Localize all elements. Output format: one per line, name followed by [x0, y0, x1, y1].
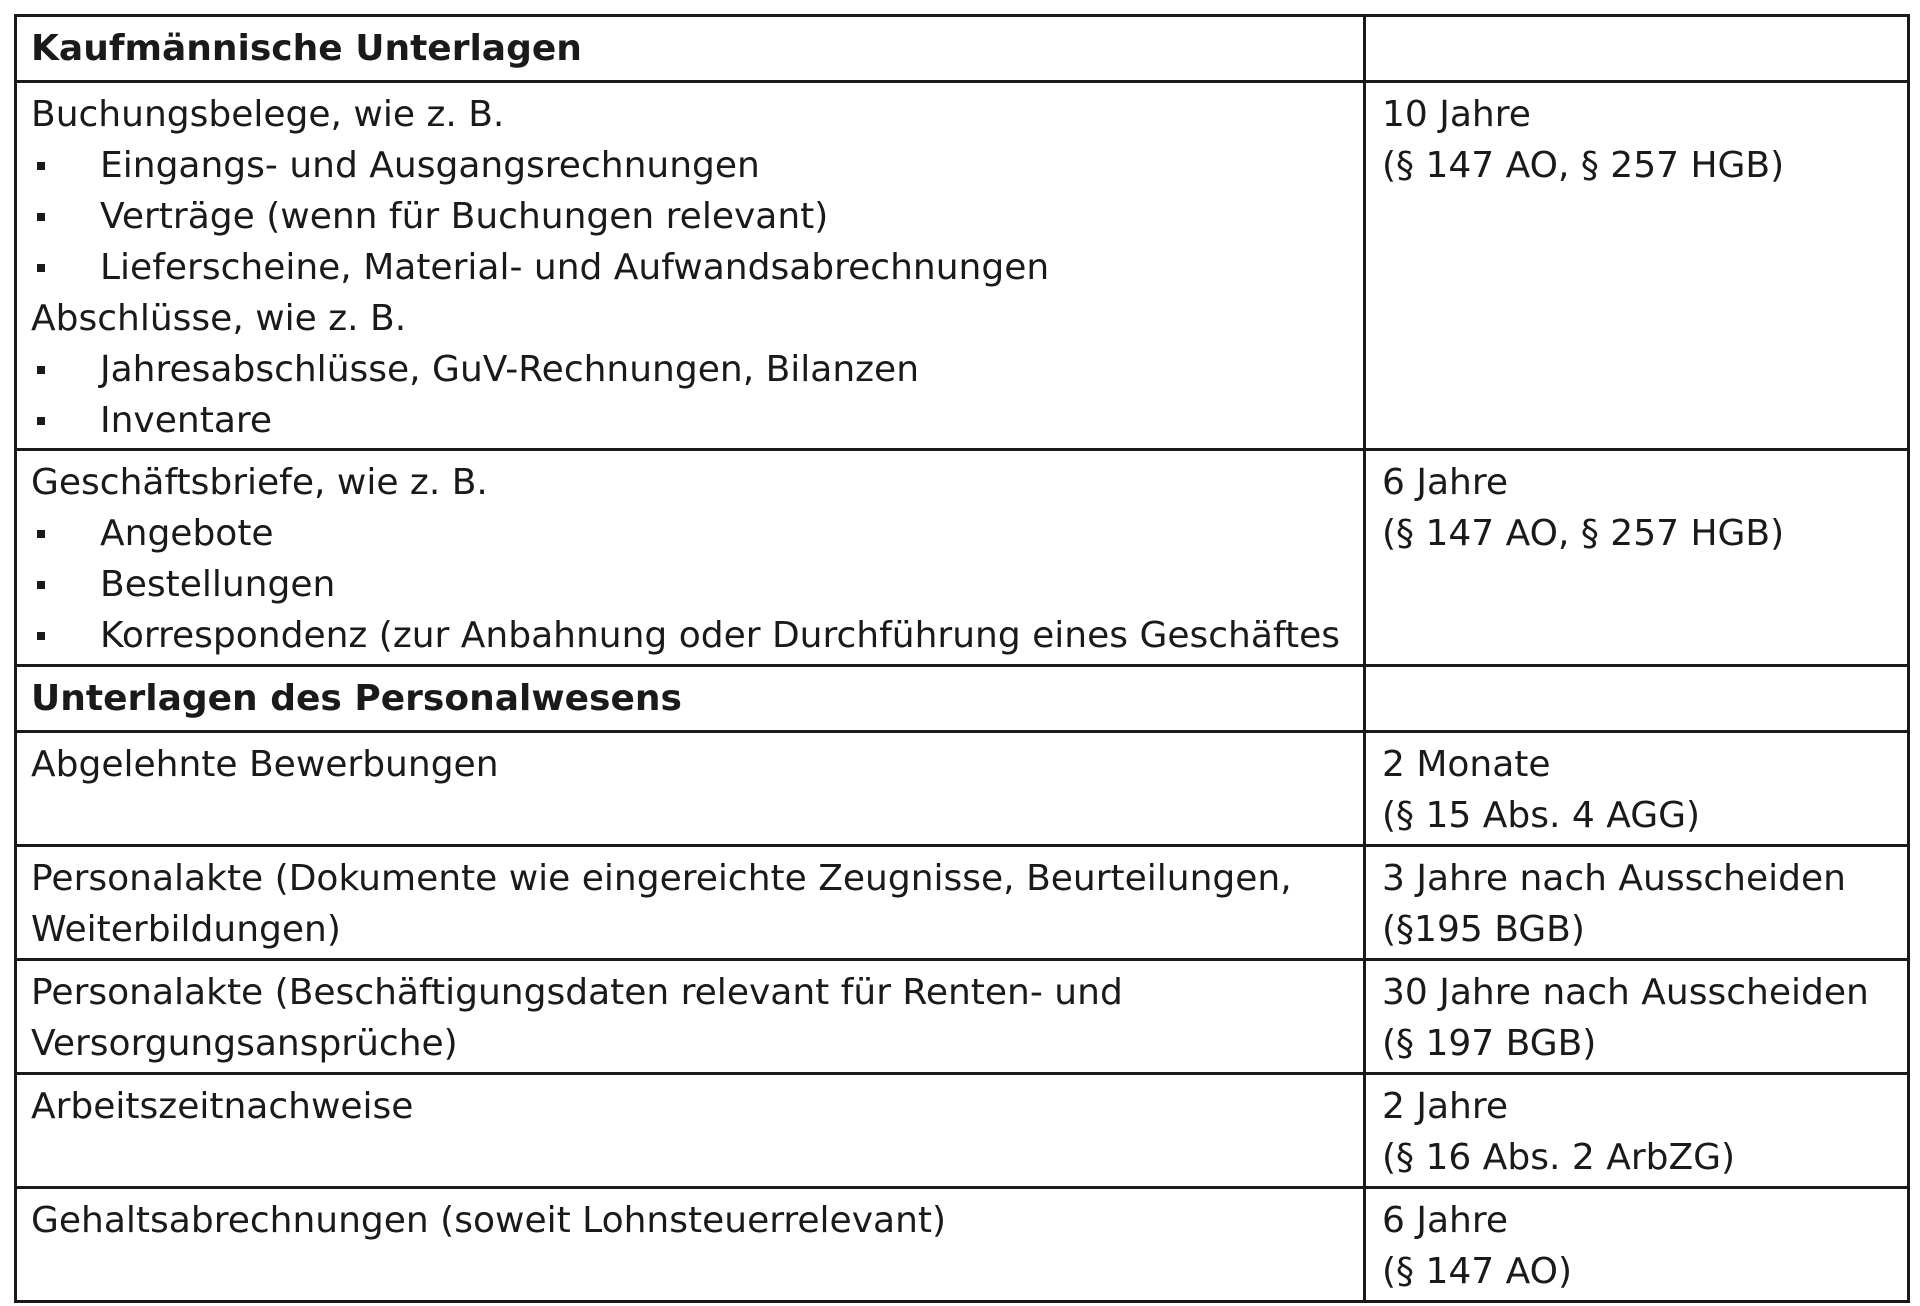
bullet-icon	[37, 530, 45, 538]
document-type-continued: Weiterbildungen)	[31, 909, 341, 950]
bullet-icon	[37, 581, 45, 589]
table-row	[16, 846, 1909, 960]
section-title-cell	[16, 16, 1365, 82]
retention-period: 2 Monate	[1382, 744, 1551, 785]
group-label: Abschlüsse, wie z. B.	[31, 298, 407, 339]
retention-table	[14, 14, 1910, 1303]
bullet-icon	[37, 162, 45, 170]
bullet-icon	[37, 213, 45, 221]
bullet-text: Eingangs- und Ausgangsrechnungen	[100, 145, 760, 186]
retention-period: 2 Jahre	[1382, 1086, 1508, 1127]
document-type-cell	[16, 1074, 1365, 1188]
bullet-text: Jahresabschlüsse, GuV-Rechnungen, Bilanzen	[100, 349, 920, 390]
table-row	[16, 1188, 1909, 1302]
table-row	[16, 960, 1909, 1074]
table-row	[16, 82, 1909, 450]
retention-period: 3 Jahre nach Ausscheiden	[1382, 858, 1846, 899]
bullet-item	[31, 242, 1349, 293]
section-empty-cell	[1365, 16, 1909, 82]
section-title: Kaufmännische Unterlagen	[31, 28, 582, 69]
section-header-row	[16, 16, 1909, 82]
retention-period: 6 Jahre	[1382, 1200, 1508, 1241]
bullet-icon	[37, 264, 45, 272]
legal-reference: (§ 147 AO, § 257 HGB)	[1382, 145, 1785, 186]
document-type-cell	[16, 82, 1365, 450]
legal-reference: (§ 197 BGB)	[1382, 1023, 1597, 1064]
retention-period: 30 Jahre nach Ausscheiden	[1382, 972, 1869, 1013]
bullet-item	[31, 508, 1349, 559]
group-label: Buchungsbelege, wie z. B.	[31, 94, 505, 135]
bullet-item	[31, 344, 1349, 395]
bullet-icon	[37, 366, 45, 374]
bullet-item	[31, 559, 1349, 610]
table-row	[16, 1074, 1909, 1188]
document-type: Gehaltsabrechnungen (soweit Lohnsteuerrelevant)	[31, 1200, 947, 1241]
legal-reference: (§ 16 Abs. 2 ArbZG)	[1382, 1137, 1736, 1178]
retention-period-cell	[1365, 960, 1909, 1074]
document-type: Personalakte (Beschäftigungsdaten relevant für Renten- und	[31, 972, 1123, 1013]
group-label: Geschäftsbriefe, wie z. B.	[31, 462, 488, 503]
document-type-cell	[16, 450, 1365, 666]
bullet-item	[31, 191, 1349, 242]
document-type: Arbeitszeitnachweise	[31, 1086, 414, 1127]
bullet-icon	[37, 417, 45, 425]
document-type-cell	[16, 1188, 1365, 1302]
document-type: Abgelehnte Bewerbungen	[31, 744, 499, 785]
legal-reference: (§ 147 AO)	[1382, 1251, 1573, 1292]
retention-period-cell	[1365, 1074, 1909, 1188]
retention-period-cell	[1365, 732, 1909, 846]
section-empty-cell	[1365, 666, 1909, 732]
legal-reference: (§ 147 AO, § 257 HGB)	[1382, 513, 1785, 554]
retention-period-cell	[1365, 82, 1909, 450]
bullet-item	[31, 395, 1349, 446]
document-type: Personalakte (Dokumente wie eingereichte Zeugnisse, Beurteilungen,	[31, 858, 1292, 899]
retention-period: 6 Jahre	[1382, 462, 1508, 503]
retention-period-cell	[1365, 1188, 1909, 1302]
retention-period: 10 Jahre	[1382, 94, 1531, 135]
document-type-cell	[16, 846, 1365, 960]
bullet-text: Bestellungen	[100, 564, 336, 605]
section-header-row	[16, 666, 1909, 732]
legal-reference: (§ 15 Abs. 4 AGG)	[1382, 795, 1701, 836]
section-title: Unterlagen des Personalwesens	[31, 678, 682, 719]
bullet-text: Verträge (wenn für Buchungen relevant)	[100, 196, 829, 237]
document-type-cell	[16, 960, 1365, 1074]
bullet-item	[31, 140, 1349, 191]
bullet-icon	[37, 632, 45, 640]
legal-reference: (§195 BGB)	[1382, 909, 1585, 950]
bullet-item	[31, 610, 1349, 661]
bullet-text: Inventare	[100, 400, 273, 441]
retention-period-cell	[1365, 846, 1909, 960]
bullet-text: Lieferscheine, Material- und Aufwandsabrechnungen	[100, 247, 1050, 288]
table-row	[16, 732, 1909, 846]
document-type-cell	[16, 732, 1365, 846]
bullet-text: Angebote	[100, 513, 274, 554]
document-type-continued: Versorgungsansprüche)	[31, 1023, 458, 1064]
table-row	[16, 450, 1909, 666]
bullet-text: Korrespondenz (zur Anbahnung oder Durchführung eines Geschäftes	[100, 615, 1340, 656]
section-title-cell	[16, 666, 1365, 732]
retention-period-cell	[1365, 450, 1909, 666]
